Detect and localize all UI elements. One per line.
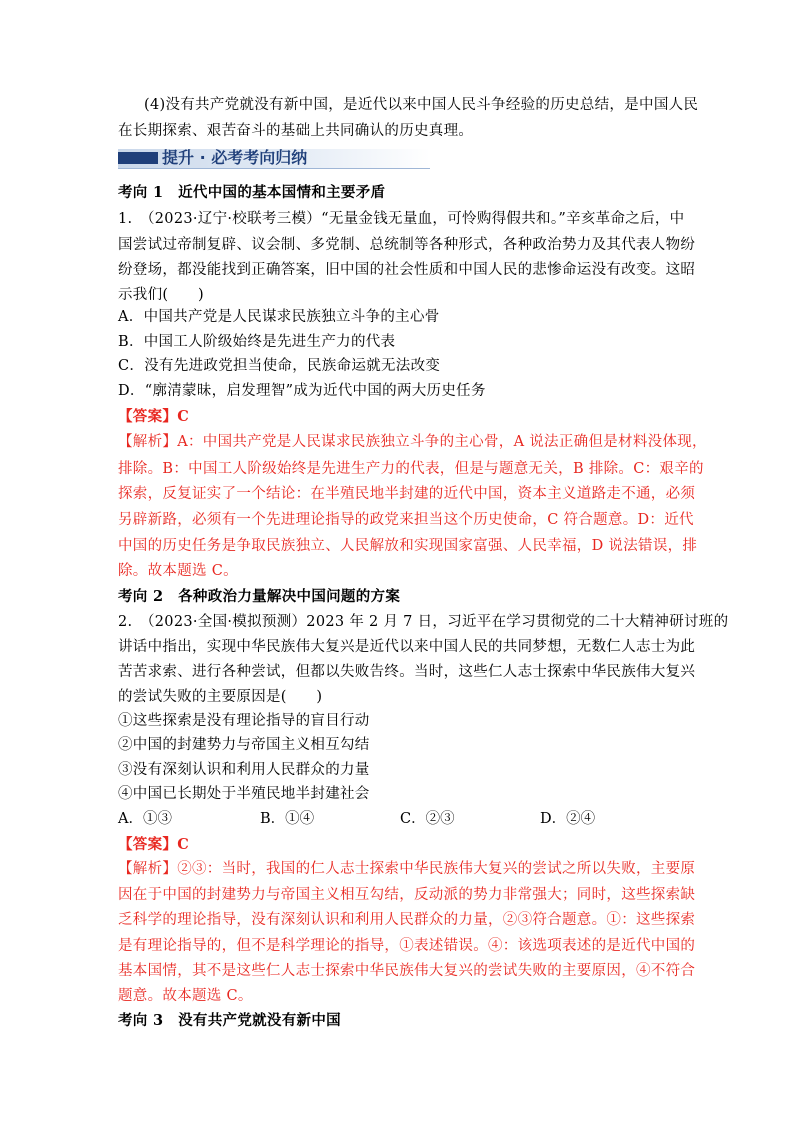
q2-analysis-line-2: 因在于中国的封建势力与帝国主义相互勾结，反动派的势力非常强大；同时，这些探索缺 (118, 887, 696, 903)
q2-choice-a: A．①③ (118, 811, 172, 827)
q1-analysis-line-1: 【解析】A：中国共产党是人民谋求民族独立斗争的主心骨，A 说法正确但是材料没体现， (118, 434, 707, 450)
q2-analysis-line-5: 基本国情，其不是这些仁人志士探索中华民族伟大复兴的尝试失败的主要原因，④不符合 (118, 963, 696, 979)
banner-accent-bar (118, 152, 158, 164)
q1-analysis-line-6: 除。故本题选 C。 (118, 563, 238, 579)
q2-item-3: ③没有深刻认识和利用人民群众的力量 (118, 762, 370, 778)
q2-stem-line-2: 讲话中指出，实现中华民族伟大复兴是近代以来中国人民的共同梦想，无数仁人志士为此 (118, 639, 696, 655)
q2-stem-line-4: 的尝试失败的主要原因是( ) (118, 689, 323, 705)
q2-item-2: ②中国的封建势力与帝国主义相互勾结 (118, 737, 370, 753)
q1-option-d: D．“廓清蒙昧，启发理智”成为近代中国的两大历史任务 (118, 383, 486, 399)
q1-stem-line-1: 1. （2023·辽宁·校联考三模）“无量金钱无量血，可怜购得假共和。”辛亥革命之后，中 (118, 211, 685, 227)
intro-line-1: (4)没有共产党就没有新中国，是近代以来中国人民斗争经验的历史总结，是中国人民 (144, 97, 699, 113)
topic-1-heading: 考向 1 近代中国的基本国情和主要矛盾 (118, 184, 386, 201)
q2-stem-line-3: 苦苦求索、进行各种尝试，但都以失败告终。当时，这些仁人志士探索中华民族伟大复兴 (118, 664, 696, 680)
q1-stem-line-3: 纷登场，都没能找到正确答案，旧中国的社会性质和中国人民的悲惨命运没有改变。这昭 (118, 262, 696, 278)
q2-analysis-line-3: 乏科学的理论指导，没有深刻认识和利用人民群众的力量，②③符合题意。①：这些探索 (118, 912, 696, 928)
q1-analysis-line-5: 中国的历史任务是争取民族独立、人民解放和实现国家富强、人民幸福，D 说法错误，排 (118, 538, 698, 554)
section-banner (118, 143, 430, 169)
q2-analysis-line-6: 题意。故本题选 C。 (118, 988, 253, 1004)
q2-choice-b: B．①④ (260, 811, 315, 827)
q1-option-b: B．中国工人阶级始终是先进生产力的代表 (118, 334, 396, 350)
banner-underline (118, 168, 430, 169)
q2-analysis-line-1: 【解析】②③：当时，我国的仁人志士探索中华民族伟大复兴的尝试之所以失败，主要原 (118, 861, 696, 877)
q1-answer: 【答案】C (118, 408, 190, 425)
q1-analysis-line-2: 排除。B：中国工人阶级始终是先进生产力的代表，但是与题意无关，B 排除。C：艰辛的 (118, 461, 704, 477)
q2-choice-d: D．②④ (540, 811, 596, 827)
banner-title: 提升 · 必考考向归纳 (162, 148, 308, 167)
topic-3-heading: 考向 3 没有共产党就没有新中国 (118, 1012, 341, 1029)
q1-analysis-line-4: 另辟新路，必须有一个先进理论指导的政党来担当这个历史使命，C 符合题意。D：近代 (118, 512, 694, 528)
q2-answer: 【答案】C (118, 836, 190, 853)
q2-choice-c: C．②③ (400, 811, 455, 827)
q2-item-1: ①这些探索是没有理论指导的盲目行动 (118, 713, 370, 729)
q1-analysis-line-3: 探索，反复证实了一个结论：在半殖民地半封建的近代中国，资本主义道路走不通，必须 (118, 486, 696, 502)
q2-stem-line-1: 2. （2023·全国·模拟预测）2023 年 2 月 7 日，习近平在学习贯彻党的二十大精神研讨班的 (118, 614, 729, 630)
q1-option-c: C．没有先进政党担当使命，民族命运就无法改变 (118, 358, 441, 374)
intro-line-2: 在长期探索、艰苦奋斗的基础上共同确认的历史真理。 (118, 123, 474, 139)
topic-2-heading: 考向 2 各种政治力量解决中国问题的方案 (118, 588, 401, 605)
q1-option-a: A．中国共产党是人民谋求民族独立斗争的主心骨 (118, 309, 440, 325)
q2-analysis-line-4: 是有理论指导的，但不是科学理论的指导，①表述错误。④：该选项表述的是近代中国的 (118, 938, 696, 954)
q1-stem-line-2: 国尝试过帝制复辟、议会制、多党制、总统制等各种形式，各种政治势力及其代表人物纷 (118, 237, 696, 253)
q1-stem-line-4: 示我们( ) (118, 287, 204, 303)
q2-item-4: ④中国已长期处于半殖民地半封建社会 (118, 786, 370, 802)
